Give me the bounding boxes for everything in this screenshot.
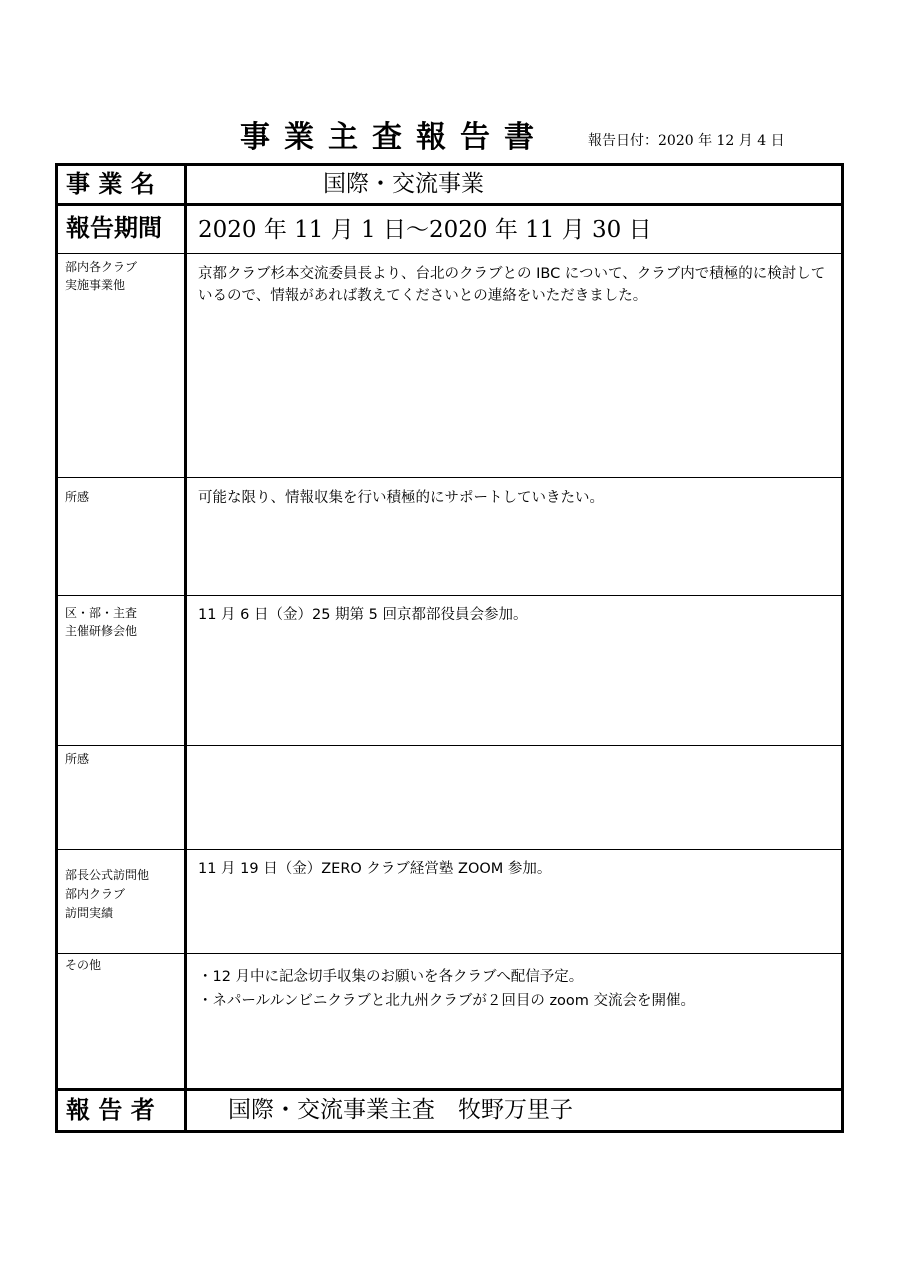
- seminars-label: 区・部・主査 主催研修会他: [58, 596, 187, 745]
- impression-2-value: [190, 746, 841, 849]
- reporter-value: 国際・交流事業主査 牧野万里子: [228, 1097, 573, 1123]
- report-date: 報告日付：2020 年 12 月 4 日: [588, 133, 785, 149]
- report-period-label: 報告期間: [58, 206, 187, 253]
- row-reporter: [58, 1088, 841, 1130]
- row-club-activities: [58, 253, 841, 477]
- row-seminars: [58, 595, 841, 745]
- business-name-value: 国際・交流事業: [323, 171, 484, 197]
- other-label: その他: [58, 954, 187, 1088]
- club-activities-label: 部内各クラブ 実施事業他: [58, 254, 187, 477]
- impression-1-label: 所感: [58, 478, 187, 595]
- club-activities-value: 京都クラブ杉本交流委員長より、台北のクラブとの IBC について、クラブ内で積極的に検討しているので、情報があれば教えてくださいとの連絡をいただきました。: [198, 266, 826, 304]
- report-table: [55, 163, 844, 1133]
- business-name-label: 事 業 名: [58, 166, 187, 203]
- impression-2-label: 所感: [58, 746, 187, 849]
- report-period-value: 2020 年 11 月 1 日～2020 年 11 月 30 日: [198, 217, 652, 243]
- row-impression-2: [58, 745, 841, 849]
- row-business-name: [58, 166, 841, 203]
- row-report-period: [58, 203, 841, 253]
- seminars-value: 11 月 6 日（金）25 期第 5 回京都部役員会参加。: [198, 607, 528, 623]
- visits-label: 部長公式訪問他 部内クラブ 訪問実績: [58, 850, 187, 953]
- row-visits: [58, 849, 841, 953]
- other-value: ・12 月中に記念切手収集のお願いを各クラブへ配信予定。 ・ネパールルンビニクラブと北九州クラブが２回目の zoom 交流会を開催。: [198, 969, 696, 1009]
- row-impression-1: [58, 477, 841, 595]
- reporter-label: 報 告 者: [58, 1091, 187, 1130]
- document-title: 事業主査報告書: [240, 120, 548, 155]
- visits-value: 11 月 19 日（金）ZERO クラブ経営塾 ZOOM 参加。: [198, 861, 552, 877]
- row-other: [58, 953, 841, 1088]
- impression-1-value: 可能な限り、情報収集を行い積極的にサポートしていきたい。: [198, 490, 604, 506]
